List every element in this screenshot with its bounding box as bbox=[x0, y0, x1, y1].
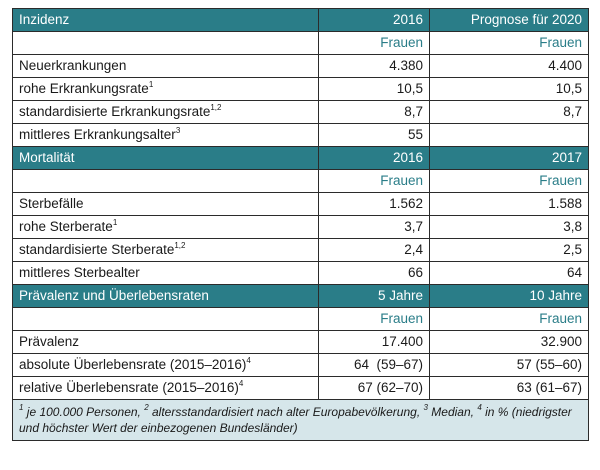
row-label: mittleres Erkrankungsalter$^3$ bbox=[13, 124, 319, 147]
row-value: 10,5 bbox=[319, 78, 430, 101]
row-value: 63 (61–67) bbox=[430, 377, 589, 400]
subheader-frauen: Frauen bbox=[319, 32, 430, 55]
subheader-frauen: Frauen bbox=[319, 308, 430, 331]
row-label: Neuerkrankungen bbox=[13, 55, 319, 78]
subheader-row bbox=[13, 170, 589, 193]
row-value: 3,8 bbox=[430, 216, 589, 239]
table-row bbox=[13, 193, 589, 216]
section-title: Mortalität bbox=[13, 147, 319, 170]
table-row bbox=[13, 78, 589, 101]
subheader-frauen: Frauen bbox=[430, 32, 589, 55]
table-row bbox=[13, 55, 589, 78]
row-value: 17.400 bbox=[319, 331, 430, 354]
row-label: relative Überlebensrate (2015–2016)$^4$ bbox=[13, 377, 319, 400]
row-label: mittleres Sterbealter bbox=[13, 262, 319, 285]
footnote: $^1$ je 100.000 Personen, $^2$ altersstandardisiert nach alter Europabevölkerung, $^3$ Median, $^4$ in % (niedrigster und höchster Wert der einbezogenen Bundesländer) bbox=[13, 400, 589, 441]
cancer-statistics-table bbox=[12, 8, 589, 441]
row-value: 55 bbox=[319, 124, 430, 147]
row-label: absolute Überlebensrate (2015–2016)$^4$ bbox=[13, 354, 319, 377]
row-value: 1.562 bbox=[319, 193, 430, 216]
section-title: Prävalenz und Überlebensraten bbox=[13, 285, 319, 308]
row-value: 2,4 bbox=[319, 239, 430, 262]
row-value: 57 (55–60) bbox=[430, 354, 589, 377]
footnote-row bbox=[13, 400, 589, 441]
row-value: 8,7 bbox=[430, 101, 589, 124]
column-header-1: 2016 bbox=[319, 9, 430, 32]
table-row bbox=[13, 377, 589, 400]
row-label: Sterbefälle bbox=[13, 193, 319, 216]
row-label: standardisierte Erkrankungsrate$^{1,2}$ bbox=[13, 101, 319, 124]
table-row bbox=[13, 262, 589, 285]
row-value: 64 bbox=[430, 262, 589, 285]
section-header-mortalitaet bbox=[13, 147, 589, 170]
column-header-1: 2016 bbox=[319, 147, 430, 170]
subheader-row bbox=[13, 308, 589, 331]
section-header-inzidenz bbox=[13, 9, 589, 32]
row-value: 66 bbox=[319, 262, 430, 285]
row-value: 67 (62–70) bbox=[319, 377, 430, 400]
row-value: 32.900 bbox=[430, 331, 589, 354]
subheader-row bbox=[13, 32, 589, 55]
row-value: 8,7 bbox=[319, 101, 430, 124]
subheader-frauen: Frauen bbox=[430, 308, 589, 331]
row-label: standardisierte Sterberate$^{1,2}$ bbox=[13, 239, 319, 262]
row-value: 1.588 bbox=[430, 193, 589, 216]
subheader-frauen: Frauen bbox=[319, 170, 430, 193]
column-header-2: Prognose für 2020 bbox=[430, 9, 589, 32]
table-row bbox=[13, 216, 589, 239]
section-header-praevalenz bbox=[13, 285, 589, 308]
table-row bbox=[13, 101, 589, 124]
row-label: rohe Erkrankungsrate$^1$ bbox=[13, 78, 319, 101]
row-label: Prävalenz bbox=[13, 331, 319, 354]
row-value: 2,5 bbox=[430, 239, 589, 262]
row-value: 4.380 bbox=[319, 55, 430, 78]
subheader-frauen: Frauen bbox=[430, 170, 589, 193]
cancer-statistics-table-container bbox=[12, 8, 588, 441]
table-row bbox=[13, 331, 589, 354]
row-value: 4.400 bbox=[430, 55, 589, 78]
column-header-1: 5 Jahre bbox=[319, 285, 430, 308]
column-header-2: 2017 bbox=[430, 147, 589, 170]
table-row bbox=[13, 124, 589, 147]
row-label: rohe Sterberate$^1$ bbox=[13, 216, 319, 239]
column-header-2: 10 Jahre bbox=[430, 285, 589, 308]
row-value: 64 (59–67) bbox=[319, 354, 430, 377]
row-value: 3,7 bbox=[319, 216, 430, 239]
table-row bbox=[13, 354, 589, 377]
row-value: 10,5 bbox=[430, 78, 589, 101]
row-value bbox=[430, 124, 589, 147]
section-title: Inzidenz bbox=[13, 9, 319, 32]
table-row bbox=[13, 239, 589, 262]
